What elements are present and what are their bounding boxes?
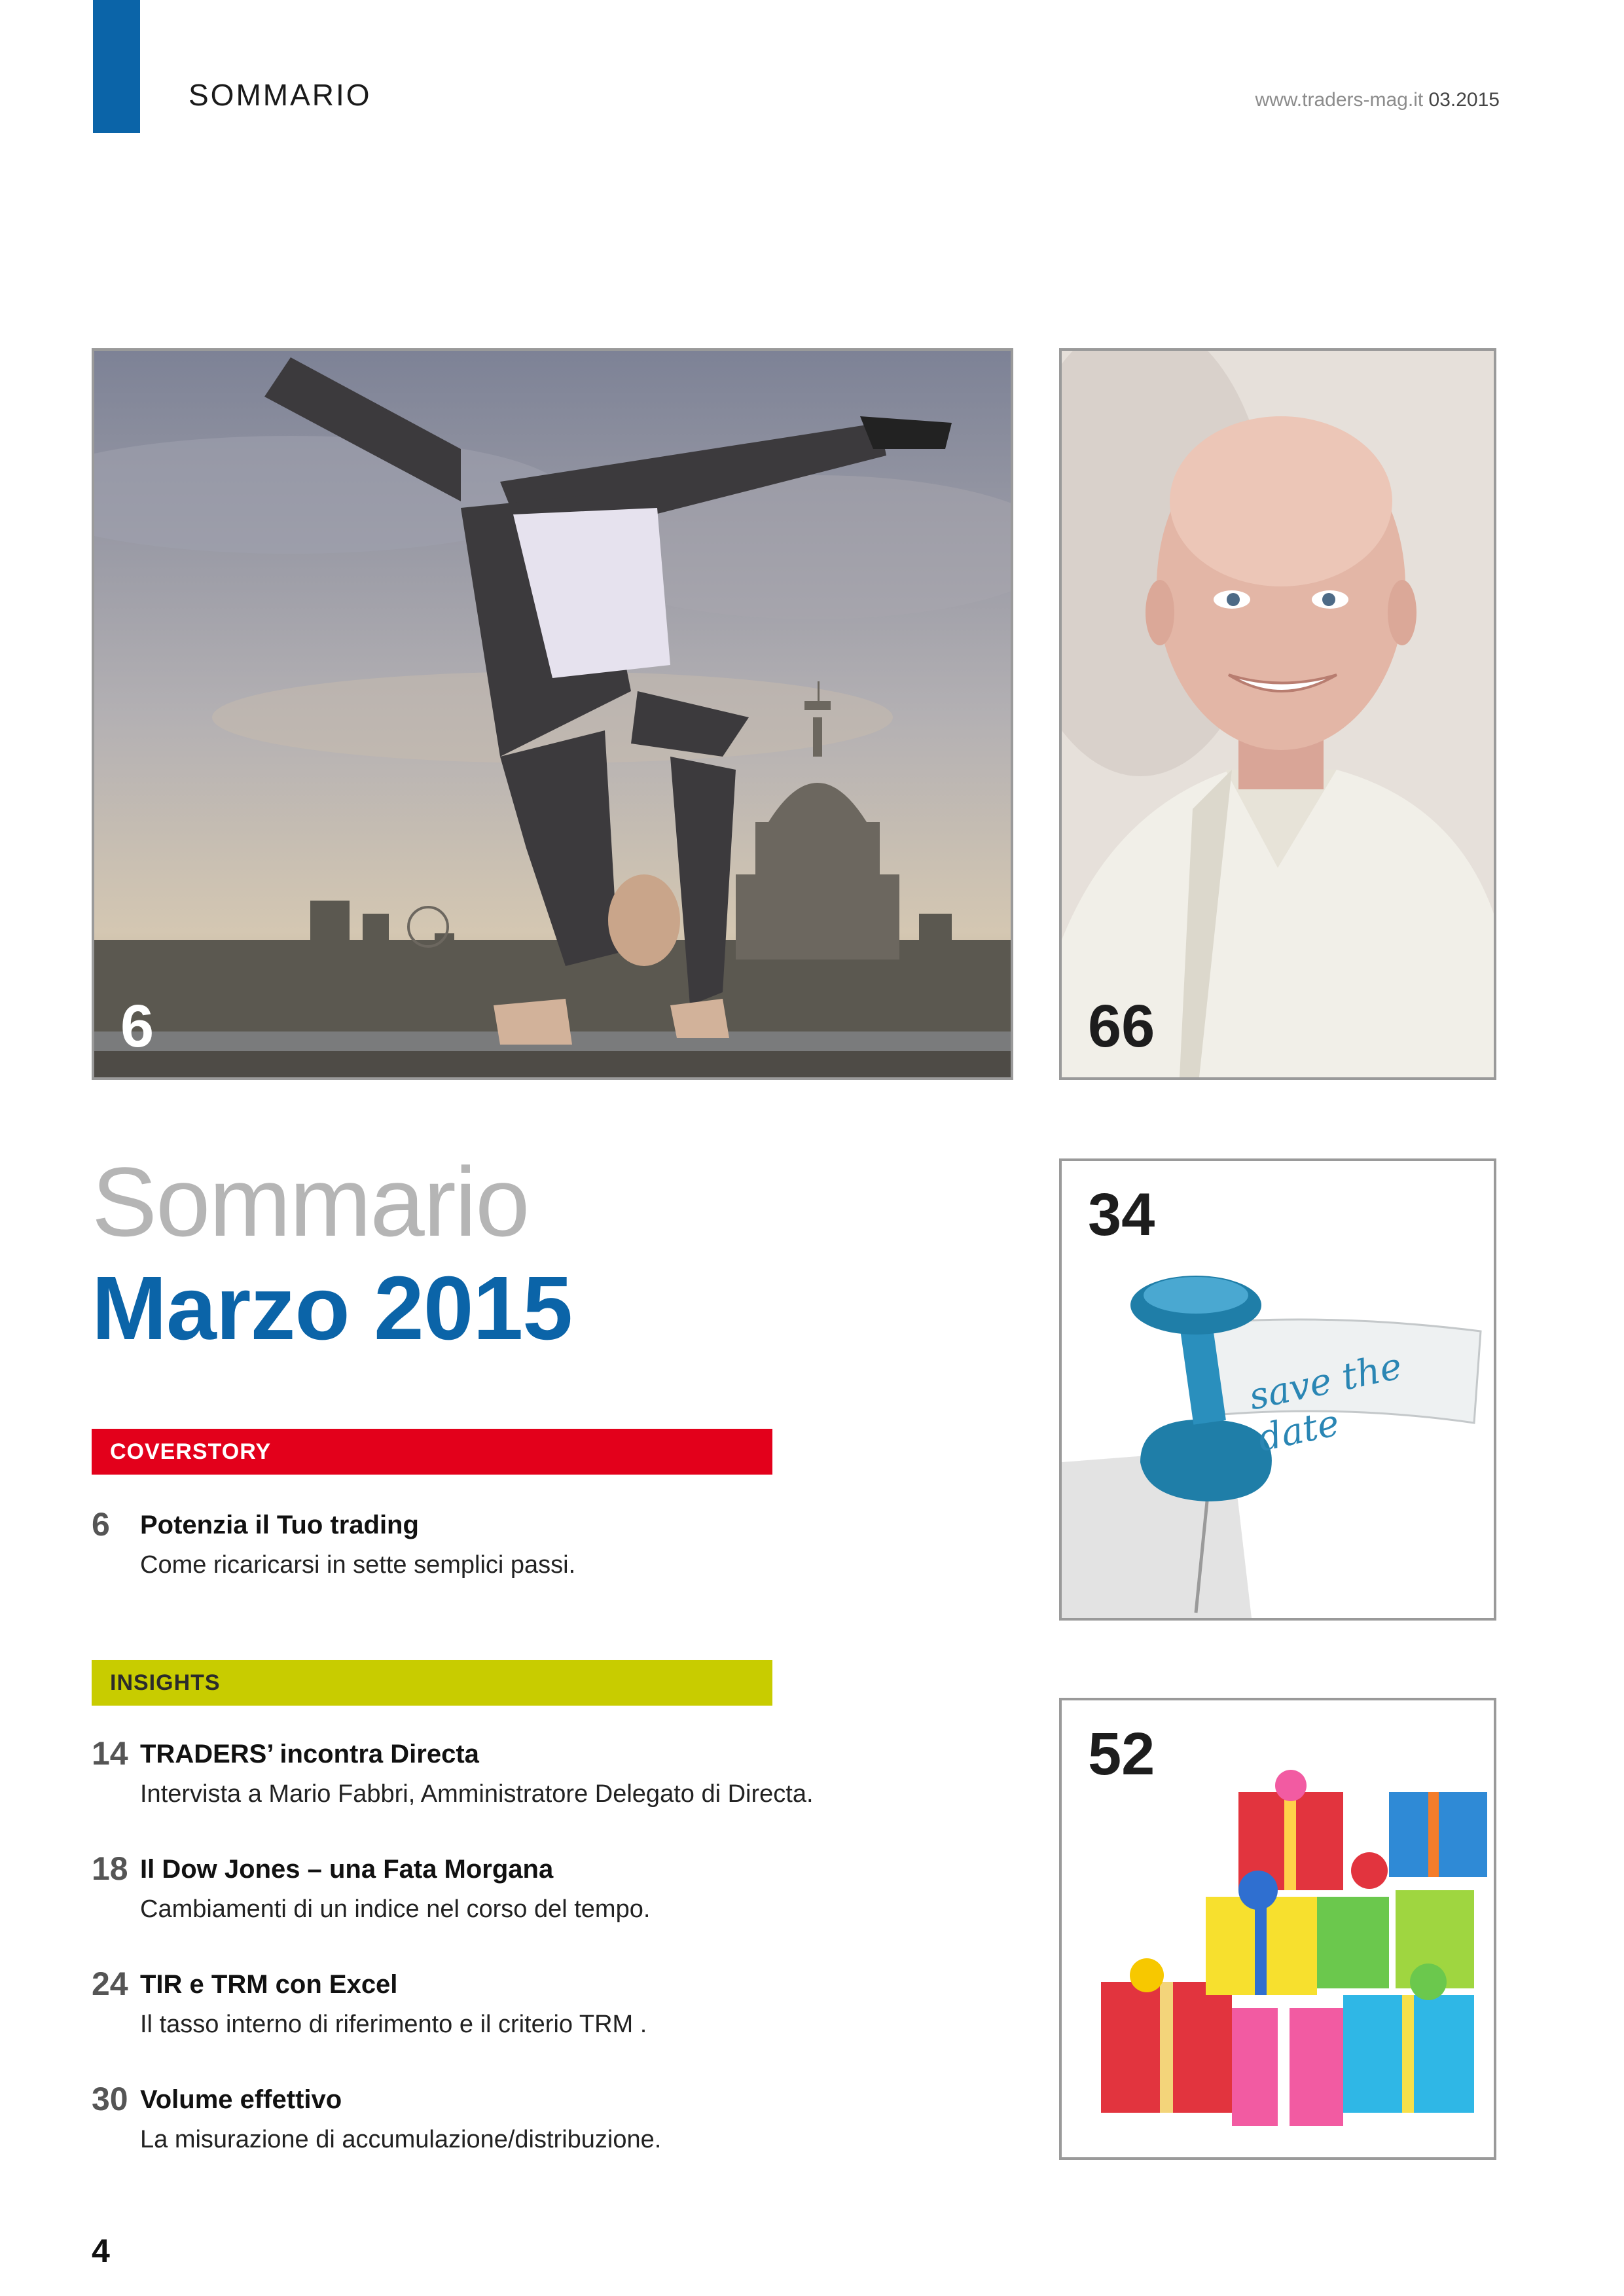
gifts-page-number: 52: [1088, 1721, 1155, 1787]
toc-entry-page[interactable]: 30: [92, 2081, 128, 2117]
toc-entry-page[interactable]: 6: [92, 1506, 110, 1543]
toc-entry-title[interactable]: TIR e TRM con Excel: [140, 1970, 398, 1999]
toc-entry-page[interactable]: 14: [92, 1735, 128, 1772]
issue-title: Marzo 2015: [92, 1258, 573, 1359]
gifts-thumbnail[interactable]: [1059, 1698, 1496, 2160]
savedate-text: save the date: [1245, 1344, 1406, 1461]
gift-boxes-illustration: [1062, 1700, 1494, 2157]
section-label: SOMMARIO: [189, 78, 372, 112]
toc-entry-subtitle: Intervista a Mario Fabbri, Amministratore Delegato di Directa.: [140, 1780, 814, 1808]
toc-entry-title[interactable]: Il Dow Jones – una Fata Morgana: [140, 1855, 554, 1884]
interview-page-number: 66: [1088, 993, 1155, 1060]
website-url[interactable]: www.traders-mag.it: [1255, 89, 1424, 111]
toc-entry-page[interactable]: 18: [92, 1850, 128, 1887]
toc-entry-subtitle: La misurazione di accumulazione/distribuzione.: [140, 2126, 662, 2153]
section-bar-insights: INSIGHTS: [92, 1660, 772, 1706]
toc-entry-subtitle: Come ricaricarsi in sette semplici passi.: [140, 1551, 576, 1579]
handstand-illustration: [94, 351, 1011, 1077]
toc-entry-subtitle: Cambiamenti di un indice nel corso del tempo.: [140, 1895, 651, 1923]
portrait-illustration: [1062, 351, 1494, 1077]
interview-photo[interactable]: [1059, 348, 1496, 1080]
page-number: 4: [92, 2233, 110, 2269]
savedate-thumbnail[interactable]: [1059, 1158, 1496, 1621]
savedate-page-number: 34: [1088, 1181, 1155, 1248]
toc-entry-subtitle: Il tasso interno di riferimento e il criterio TRM .: [140, 2011, 647, 2038]
toc-entry-title[interactable]: Volume effettivo: [140, 2085, 342, 2114]
coverstory-page-number: 6: [120, 993, 154, 1060]
section-bar-coverstory: COVERSTORY: [92, 1429, 772, 1475]
header-color-tab: [93, 0, 140, 133]
header-url-issue: [1255, 89, 1500, 111]
toc-entry-page[interactable]: 24: [92, 1965, 128, 2002]
issue-date: 03.2015: [1428, 89, 1500, 111]
coverstory-photo[interactable]: [92, 348, 1013, 1080]
toc-entry-title[interactable]: TRADERS’ incontra Directa: [140, 1740, 479, 1768]
page-title: Sommario: [92, 1147, 529, 1257]
toc-entry-title[interactable]: Potenzia il Tuo trading: [140, 1511, 419, 1539]
